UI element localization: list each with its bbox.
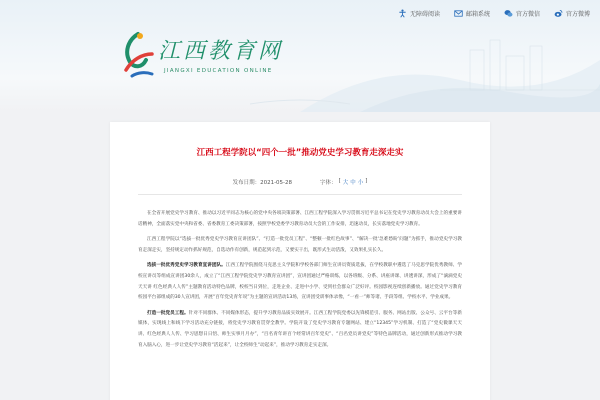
site-logo[interactable] (118, 30, 284, 82)
publish-date-label: 发布日期： (232, 180, 261, 186)
wechat-link[interactable] (504, 9, 540, 18)
accessibility-icon (398, 9, 407, 18)
weibo-icon (554, 9, 563, 18)
font-medium-button[interactable]: 中 (350, 180, 356, 186)
publish-info (233, 178, 292, 186)
font-small-button[interactable]: 小 (357, 180, 364, 186)
font-size-label: 字体： (320, 180, 337, 186)
meta-divider (138, 194, 462, 195)
mail-icon (454, 9, 463, 18)
weibo-link[interactable] (554, 9, 590, 18)
top-links-bar (398, 9, 590, 18)
publish-date: 2021-05-28 (260, 180, 293, 186)
wechat-link-label: 官方微信 (515, 11, 540, 18)
logo-text: 江西教育网 (158, 39, 284, 64)
logo-subtitle: JIANGXI EDUCATION ONLINE (164, 68, 273, 74)
article-meta (138, 178, 462, 186)
article-title: 江西工程学院以“四个一批”推动党史学习教育走深走实 (196, 148, 404, 158)
article-paragraph: 江西工程学院以“选拔一批优秀党史学习教育宣讲团队”、“打造一批党员工程”、“整顿一批红色故事”、“解决一批‘急难愁盼’问题”为抓手，推动党史学习教育走深走实，坚持规定动作抓好规范，自选动作有创新，规范起到示范，又要实干出，既形式生动活泼，又效果扎实长久。 (138, 237, 462, 253)
logo-emblem-icon (118, 30, 158, 80)
accessibility-link-label: 无障碍阅读 (409, 11, 440, 18)
accessibility-link[interactable] (398, 9, 440, 18)
mail-link-label: 邮箱系统 (465, 11, 490, 18)
article-body (138, 209, 462, 351)
wechat-icon (504, 9, 513, 18)
font-large-button[interactable]: 大 (342, 180, 349, 186)
mail-link[interactable] (454, 9, 490, 18)
font-size-switcher (320, 178, 367, 186)
article-paragraph: 选拔一批优秀党史学习教育宣讲团队。江西工程学院围绕马克思主义学院和学校各部门师生宣讲员资质选拔，在学校教职中遴选了马克思学院优秀教师、学校宣讲员等组成宣讲团30余人，成立了“江西工程学院党史学习教育宣讲团”，宣讲团通过严格训练，以各班级、分系、讲座讲课、讲透讲深，形成了“滴滴党史天天讲 红色经典人人传”主题教育活动特色品牌，校校当日到位，走进企业、走进中小学、受到社会群众广泛好评。校园影视连续创新播放。通过党史学习教育校园平台部组成的30人宣讲团，开展“百年党史青年说”为主题的宣讲活动13场，宣讲团受训事体录像，“一看一”师等诸、手段等组、学校水平、学业成果。 (138, 263, 462, 301)
article-container (110, 122, 490, 400)
article-paragraph: 打造一批党员工程。针对不同群体、不同媒体形态，提升学习教育品质实效展开。江西工程学院党委以先锋模范引、服务、网站出版、公众号、云平台等新媒体，实现线上和线下学习活动充分链接，将党史学习教育贯穿全教学。学院开设了党史学习教育专题网站、建立“12345”学习机制、打造了“党史微课天天讲、红色经典人人传、学习思想日日悟、师生实事月月办”，“百名青年讲百个经常讲百年党史”、“百名党员讲党史”等特色品牌活动，通过创新形式推动学习教育入脑入心，进一步让党史学习教育“活起来”，让全校师生“动起来”，推动学习教育走实走深。 (138, 310, 462, 348)
weibo-link-label: 官方微博 (565, 11, 590, 18)
article-paragraph: 在全省开展党史学习教育、推动以习近平同志为核心的党中央各项决策部署、江西工程学院深入学习贯彻习近平总书记在党史学习教育动员大会上的重要讲话精神，全面落实党中央和省委、省委教育工委决策部署，按照学校党委学习教育动员大会的工作安排，迅速动员，长实落地党史学习教育。 (138, 211, 462, 227)
font-size-bracket-close: ] (365, 178, 368, 184)
site-header (0, 0, 600, 112)
font-size-bracket-open: [ (338, 178, 341, 184)
